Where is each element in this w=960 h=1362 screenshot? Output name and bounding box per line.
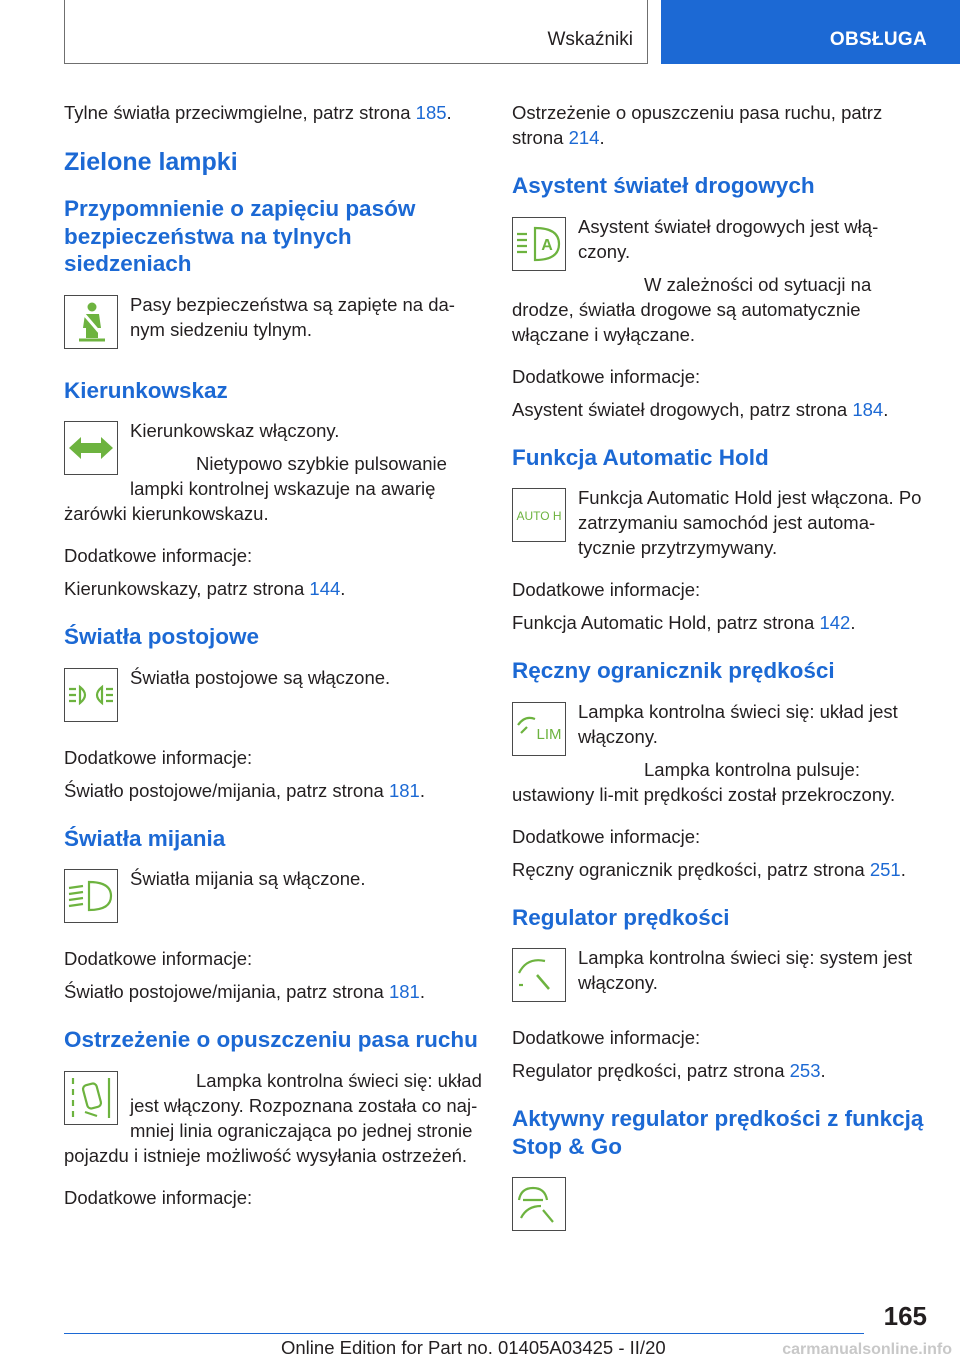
cruise-control-icon [512, 948, 566, 1002]
cruise-text: Lampka kontrolna świeci się: system jest włączony. [578, 947, 913, 993]
lowbeam-text: Światła mijania są włączone. [130, 868, 366, 889]
autohold-info: Funkcja Automatic Hold, patrz strona 142. [512, 612, 856, 633]
limiter-icon-text: LIM [536, 725, 562, 743]
footer-divider [64, 1333, 864, 1334]
heading-active-cruise: Aktywny regulator prędkości z funkcją Stop & Go [512, 1106, 924, 1159]
page-number: 165 [883, 1301, 927, 1331]
seatbelt-text: Pasy bezpieczeństwa są zapięte na da-nym siedzeniu tylnym. [130, 293, 455, 340]
seatbelt-entry [64, 292, 482, 355]
page-link[interactable]: 251 [869, 858, 901, 880]
page-link[interactable]: 142 [819, 612, 851, 633]
cruise-entry [512, 945, 930, 1008]
page-link[interactable]: 144 [309, 578, 341, 599]
parking-info-label: Dodatkowe informacje: [64, 746, 253, 768]
auto-hold-icon [512, 488, 566, 542]
lane-departure-icon [64, 1071, 118, 1125]
high-beam-assistant-icon [512, 217, 566, 271]
heading-lane-departure: Ostrzeżenie o opuszczeniu pasa ruchu [64, 1027, 478, 1052]
limiter-entry [512, 699, 930, 807]
autohold-text: Funkcja Automatic Hold jest włączona. Po zatrzymaniu samochód jest automa-tycznie przytrzymywany. [578, 487, 922, 558]
parking-text: Światła postojowe są włączone. [130, 666, 391, 688]
lowbeam-info: Światło postojowe/mijania, patrz strona 181. [64, 981, 425, 1002]
auto-hold-icon-text: AUTO H [516, 509, 562, 523]
parking-entry [64, 665, 482, 728]
lane-entry [64, 1068, 482, 1168]
highbeam-entry [512, 214, 930, 347]
seatbelt-icon [64, 295, 118, 349]
heading-parking-lights: Światła postojowe [64, 624, 260, 649]
autohold-info-label: Dodatkowe informacje: [512, 579, 701, 600]
limiter-info-label: Dodatkowe informacje: [512, 825, 701, 847]
page-link[interactable]: 184 [852, 398, 884, 420]
footer-edition: Online Edition for Part no. 01405A03425 - II/20 [281, 1337, 666, 1358]
limiter-info: Ręczny ogranicznik prędkości, patrz strona 251. [512, 858, 906, 880]
heading-cruise-control: Regulator prędkości [512, 904, 730, 930]
header-chapter-title: OBSŁUGA [829, 29, 927, 50]
heading-turn-signal: Kierunkowskaz [64, 377, 228, 403]
heading-speed-limiter: Ręczny ogranicznik prędkości [512, 658, 835, 683]
active-cruise-control-icon [512, 1177, 566, 1231]
page-link[interactable]: 181 [388, 981, 420, 1002]
highbeam-info: Asystent świateł drogowych, patrz strona 184. [512, 398, 889, 420]
parking-info: Światło postojowe/mijania, patrz strona 181. [64, 779, 425, 801]
turn-text-1: Kierunkowskaz włączony. [130, 420, 340, 441]
turn-entry [64, 418, 482, 526]
heading-green-lamps: Zielone lampki [64, 148, 238, 176]
heading-high-beam-assistant: Asystent świateł drogowych [512, 173, 815, 198]
cruise-info: Regulator prędkości, patrz strona 253. [512, 1060, 826, 1081]
left-column [64, 100, 482, 1210]
page-link[interactable]: 185 [415, 102, 447, 123]
header-section-title: Wskaźniki [547, 29, 633, 50]
header-section-box [64, 0, 648, 64]
highbeam-info-label: Dodatkowe informacje: [512, 365, 701, 387]
turn-text-2: Nietypowo szybkie pulsowanie lampki kontrolnej wskazuje na awarię żarówki kierunkowskazu. [64, 453, 447, 524]
limiter-text-2: Lampka kontrolna pulsuje: ustawiony li-mit prędkości został przekroczony. [512, 758, 896, 805]
limiter-text-1: Lampka kontrolna świeci się: układ jest włączony. [578, 700, 898, 747]
highbeam-text-2: W zależności od sytuacji na drodze, światła drogowe są automatycznie włączane i wyłączane. [512, 273, 872, 345]
page-link[interactable]: 253 [789, 1060, 821, 1081]
lane-text: Lampka kontrolna świeci się: układ jest włączony. Rozpoznana została co naj-mniej linia ograniczająca po jednej stronie pojazdu i istnieje możliwość wysyłania ostrzeżeń. [64, 1069, 482, 1166]
intro-paragraph: Tylne światła przeciwmgielne, patrz strona 185. [64, 102, 452, 123]
turn-info: Kierunkowskazy, patrz strona 144. [64, 578, 346, 599]
autohold-entry [512, 485, 930, 560]
parking-lights-icon [64, 668, 118, 722]
heading-low-beam: Światła mijania [64, 825, 226, 851]
page-link[interactable]: 214 [568, 127, 600, 148]
low-beam-icon [64, 869, 118, 923]
turn-info-label: Dodatkowe informacje: [64, 545, 253, 566]
heading-seatbelt: Przypomnienie o zapięciu pasów bezpieczeństwa na tylnych siedzeniach [64, 196, 416, 276]
lane-info-label: Dodatkowe informacje: [64, 1186, 253, 1208]
cruise-info-label: Dodatkowe informacje: [512, 1027, 701, 1048]
speed-limiter-icon [512, 702, 566, 756]
highbeam-text-1: Asystent świateł drogowych jest włą-czony. [578, 215, 879, 262]
lane-info-cont: Ostrzeżenie o opuszczeniu pasa ruchu, patrz strona 214. [512, 102, 883, 148]
lowbeam-entry [64, 866, 482, 929]
right-column [512, 100, 930, 1237]
svg-text:A: A [541, 236, 553, 254]
heading-auto-hold: Funkcja Automatic Hold [512, 444, 769, 470]
header-chapter-tab[interactable] [661, 0, 960, 64]
page-link[interactable]: 181 [388, 779, 420, 801]
turn-signal-icon [64, 421, 118, 475]
lowbeam-info-label: Dodatkowe informacje: [64, 948, 253, 969]
watermark: carmanualsonline.info [782, 1341, 952, 1358]
acc-entry [512, 1174, 930, 1237]
